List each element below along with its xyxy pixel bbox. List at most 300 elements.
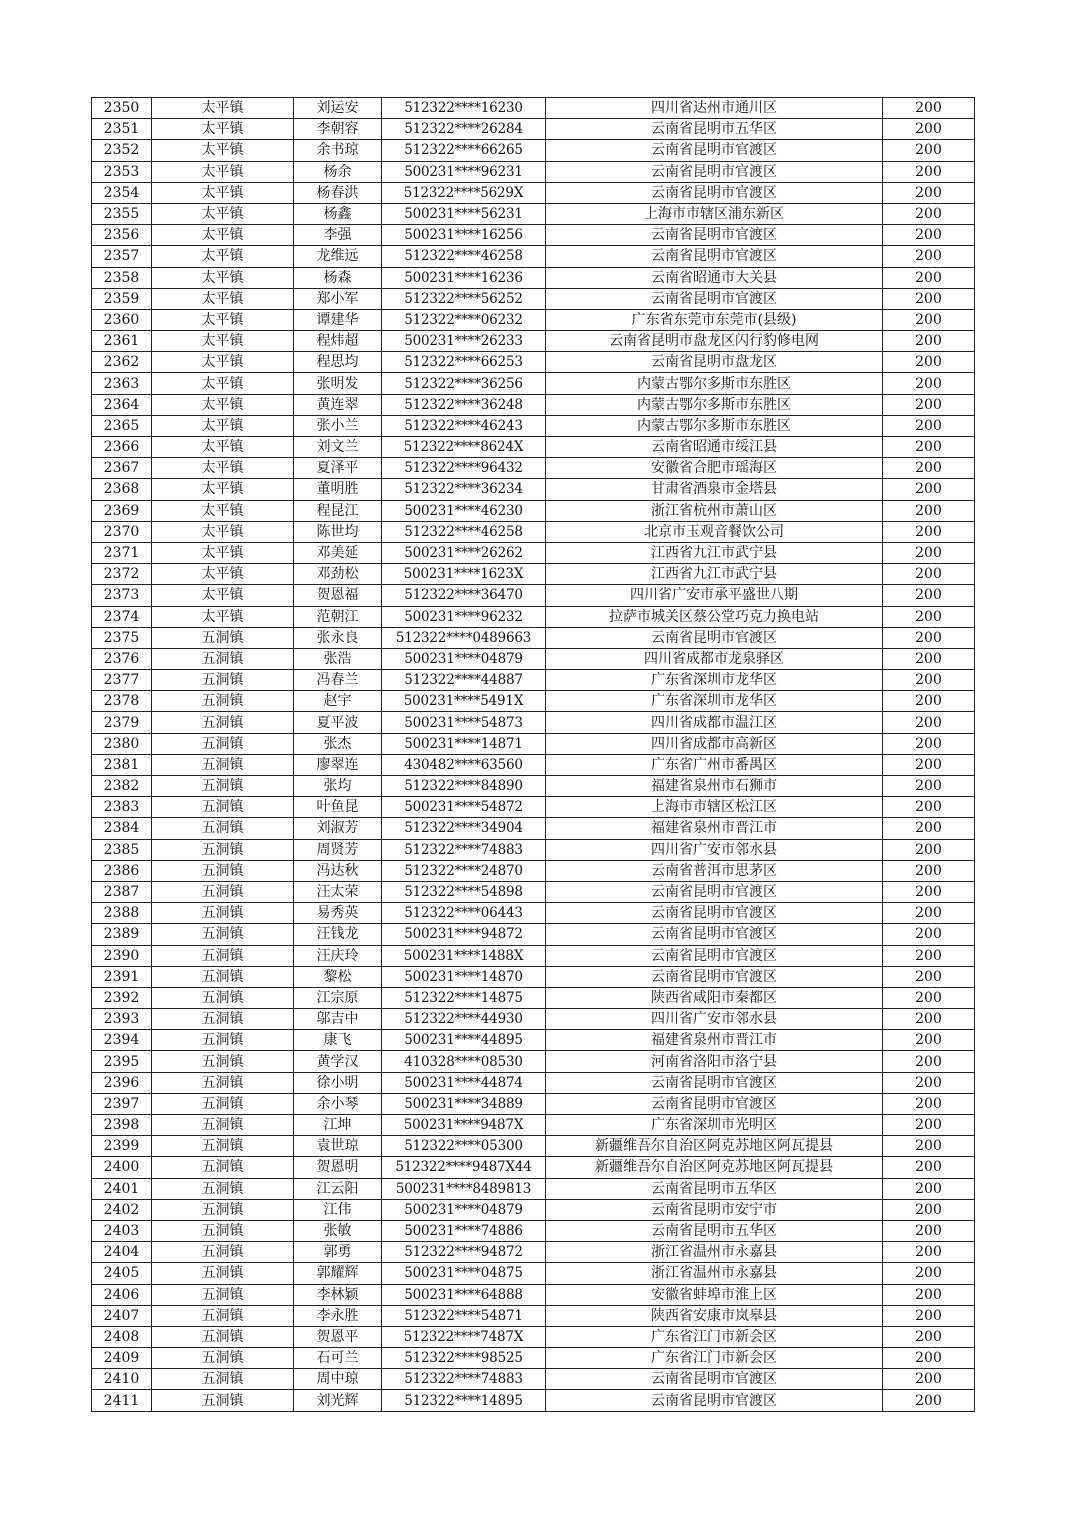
name-cell: 杨森 <box>294 267 382 288</box>
table-row <box>92 373 975 394</box>
row-number-cell: 2403 <box>92 1220 152 1241</box>
id-number-cell: 500231****54872 <box>382 797 546 818</box>
name-cell: 余书琼 <box>294 140 382 161</box>
table-row <box>92 1263 975 1284</box>
location-cell: 广东省江门市新会区 <box>546 1348 883 1369</box>
town-cell: 五洞镇 <box>152 627 294 648</box>
location-cell: 江西省九江市武宁县 <box>546 564 883 585</box>
town-cell: 太平镇 <box>152 373 294 394</box>
name-cell: 陈世均 <box>294 521 382 542</box>
town-cell: 五洞镇 <box>152 1072 294 1093</box>
location-cell: 云南省昆明市官渡区 <box>546 1390 883 1411</box>
amount-cell: 200 <box>883 987 975 1008</box>
town-cell: 太平镇 <box>152 542 294 563</box>
amount-cell: 200 <box>883 881 975 902</box>
amount-cell: 200 <box>883 945 975 966</box>
id-number-cell: 512322****98525 <box>382 1348 546 1369</box>
location-cell: 广东省深圳市龙华区 <box>546 691 883 712</box>
town-cell: 太平镇 <box>152 140 294 161</box>
town-cell: 太平镇 <box>152 415 294 436</box>
row-number-cell: 2401 <box>92 1178 152 1199</box>
table-row <box>92 987 975 1008</box>
table-row <box>92 1242 975 1263</box>
row-number-cell: 2373 <box>92 585 152 606</box>
id-number-cell: 512322****26284 <box>382 119 546 140</box>
name-cell: 廖翠连 <box>294 754 382 775</box>
table-row <box>92 733 975 754</box>
row-number-cell: 2352 <box>92 140 152 161</box>
town-cell: 太平镇 <box>152 225 294 246</box>
table-row <box>92 119 975 140</box>
location-cell: 四川省成都市高新区 <box>546 733 883 754</box>
table-row <box>92 1305 975 1326</box>
table-row <box>92 648 975 669</box>
name-cell: 谭建华 <box>294 309 382 330</box>
name-cell: 黎松 <box>294 966 382 987</box>
name-cell: 刘运安 <box>294 98 382 119</box>
id-number-cell: 430482****63560 <box>382 754 546 775</box>
row-number-cell: 2390 <box>92 945 152 966</box>
location-cell: 四川省广安市邻水县 <box>546 839 883 860</box>
town-cell: 五洞镇 <box>152 1178 294 1199</box>
name-cell: 夏平波 <box>294 712 382 733</box>
location-cell: 云南省昆明市官渡区 <box>546 140 883 161</box>
amount-cell: 200 <box>883 1030 975 1051</box>
id-number-cell: 500231****8489813 <box>382 1178 546 1199</box>
location-cell: 云南省昆明市安宁市 <box>546 1199 883 1220</box>
town-cell: 五洞镇 <box>152 1051 294 1072</box>
id-number-cell: 512322****34904 <box>382 818 546 839</box>
town-cell: 太平镇 <box>152 267 294 288</box>
amount-cell: 200 <box>883 691 975 712</box>
amount-cell: 200 <box>883 458 975 479</box>
row-number-cell: 2368 <box>92 479 152 500</box>
town-cell: 太平镇 <box>152 606 294 627</box>
id-number-cell: 512322****54871 <box>382 1305 546 1326</box>
amount-cell: 200 <box>883 352 975 373</box>
id-number-cell: 512322****94872 <box>382 1242 546 1263</box>
id-number-cell: 512322****46258 <box>382 246 546 267</box>
amount-cell: 200 <box>883 606 975 627</box>
location-cell: 云南省昆明市官渡区 <box>546 627 883 648</box>
id-number-cell: 512322****44930 <box>382 1009 546 1030</box>
location-cell: 云南省昆明市盘龙区 <box>546 352 883 373</box>
location-cell: 四川省广安市邻水县 <box>546 1009 883 1030</box>
name-cell: 李林颖 <box>294 1284 382 1305</box>
row-number-cell: 2394 <box>92 1030 152 1051</box>
table-row <box>92 161 975 182</box>
name-cell: 郑小军 <box>294 288 382 309</box>
table-row <box>92 606 975 627</box>
id-number-cell: 512322****36234 <box>382 479 546 500</box>
name-cell: 江伟 <box>294 1199 382 1220</box>
row-number-cell: 2362 <box>92 352 152 373</box>
location-cell: 浙江省温州市永嘉县 <box>546 1242 883 1263</box>
table-row <box>92 564 975 585</box>
amount-cell: 200 <box>883 331 975 352</box>
town-cell: 五洞镇 <box>152 945 294 966</box>
location-cell: 广东省深圳市光明区 <box>546 1115 883 1136</box>
table-row <box>92 331 975 352</box>
location-cell: 广东省东莞市东莞市(县级) <box>546 309 883 330</box>
id-number-cell: 512322****74883 <box>382 1369 546 1390</box>
row-number-cell: 2364 <box>92 394 152 415</box>
town-cell: 五洞镇 <box>152 1305 294 1326</box>
name-cell: 张永良 <box>294 627 382 648</box>
amount-cell: 200 <box>883 1157 975 1178</box>
town-cell: 太平镇 <box>152 564 294 585</box>
location-cell: 云南省普洱市思茅区 <box>546 860 883 881</box>
town-cell: 五洞镇 <box>152 839 294 860</box>
location-cell: 甘肃省酒泉市金塔县 <box>546 479 883 500</box>
town-cell: 太平镇 <box>152 182 294 203</box>
id-number-cell: 512322****0489663 <box>382 627 546 648</box>
town-cell: 太平镇 <box>152 119 294 140</box>
id-number-cell: 512322****8624X <box>382 437 546 458</box>
id-number-cell: 500231****64888 <box>382 1284 546 1305</box>
name-cell: 黄连翠 <box>294 394 382 415</box>
amount-cell: 200 <box>883 564 975 585</box>
table-row <box>92 288 975 309</box>
amount-cell: 200 <box>883 1390 975 1411</box>
name-cell: 刘光辉 <box>294 1390 382 1411</box>
name-cell: 贺恩明 <box>294 1157 382 1178</box>
name-cell: 冯春兰 <box>294 670 382 691</box>
town-cell: 五洞镇 <box>152 1326 294 1347</box>
location-cell: 四川省成都市温江区 <box>546 712 883 733</box>
name-cell: 刘淑芳 <box>294 818 382 839</box>
location-cell: 云南省昆明市官渡区 <box>546 903 883 924</box>
amount-cell: 200 <box>883 119 975 140</box>
row-number-cell: 2371 <box>92 542 152 563</box>
id-number-cell: 512322****74883 <box>382 839 546 860</box>
town-cell: 五洞镇 <box>152 1157 294 1178</box>
row-number-cell: 2393 <box>92 1009 152 1030</box>
location-cell: 云南省昭通市大关县 <box>546 267 883 288</box>
amount-cell: 200 <box>883 288 975 309</box>
town-cell: 五洞镇 <box>152 1390 294 1411</box>
row-number-cell: 2351 <box>92 119 152 140</box>
row-number-cell: 2379 <box>92 712 152 733</box>
town-cell: 五洞镇 <box>152 733 294 754</box>
table-row <box>92 542 975 563</box>
id-number-cell: 500231****04879 <box>382 648 546 669</box>
table-row <box>92 203 975 224</box>
name-cell: 张小兰 <box>294 415 382 436</box>
row-number-cell: 2399 <box>92 1136 152 1157</box>
amount-cell: 200 <box>883 1136 975 1157</box>
name-cell: 黄学汉 <box>294 1051 382 1072</box>
id-number-cell: 512322****66265 <box>382 140 546 161</box>
town-cell: 五洞镇 <box>152 754 294 775</box>
table-row <box>92 309 975 330</box>
name-cell: 周中琼 <box>294 1369 382 1390</box>
location-cell: 内蒙古鄂尔多斯市东胜区 <box>546 373 883 394</box>
location-cell: 云南省昆明市五华区 <box>546 1178 883 1199</box>
amount-cell: 200 <box>883 521 975 542</box>
town-cell: 太平镇 <box>152 458 294 479</box>
name-cell: 夏泽平 <box>294 458 382 479</box>
amount-cell: 200 <box>883 140 975 161</box>
row-number-cell: 2354 <box>92 182 152 203</box>
row-number-cell: 2363 <box>92 373 152 394</box>
amount-cell: 200 <box>883 1072 975 1093</box>
town-cell: 五洞镇 <box>152 1220 294 1241</box>
table-body <box>92 98 975 1412</box>
name-cell: 李强 <box>294 225 382 246</box>
name-cell: 袁世琼 <box>294 1136 382 1157</box>
row-number-cell: 2409 <box>92 1348 152 1369</box>
location-cell: 内蒙古鄂尔多斯市东胜区 <box>546 394 883 415</box>
row-number-cell: 2411 <box>92 1390 152 1411</box>
row-number-cell: 2355 <box>92 203 152 224</box>
location-cell: 江西省九江市武宁县 <box>546 542 883 563</box>
location-cell: 广东省江门市新会区 <box>546 1326 883 1347</box>
town-cell: 太平镇 <box>152 521 294 542</box>
row-number-cell: 2406 <box>92 1284 152 1305</box>
row-number-cell: 2374 <box>92 606 152 627</box>
location-cell: 云南省昆明市官渡区 <box>546 1369 883 1390</box>
table-row <box>92 182 975 203</box>
amount-cell: 200 <box>883 627 975 648</box>
name-cell: 张明发 <box>294 373 382 394</box>
id-number-cell: 500231****1623X <box>382 564 546 585</box>
town-cell: 五洞镇 <box>152 1369 294 1390</box>
name-cell: 刘文兰 <box>294 437 382 458</box>
table-row <box>92 712 975 733</box>
amount-cell: 200 <box>883 1093 975 1114</box>
row-number-cell: 2372 <box>92 564 152 585</box>
town-cell: 五洞镇 <box>152 860 294 881</box>
amount-cell: 200 <box>883 500 975 521</box>
table-row <box>92 924 975 945</box>
amount-cell: 200 <box>883 860 975 881</box>
id-number-cell: 500231****16236 <box>382 267 546 288</box>
name-cell: 周贤芳 <box>294 839 382 860</box>
location-cell: 云南省昆明市五华区 <box>546 119 883 140</box>
town-cell: 五洞镇 <box>152 670 294 691</box>
amount-cell: 200 <box>883 246 975 267</box>
row-number-cell: 2408 <box>92 1326 152 1347</box>
amount-cell: 200 <box>883 1369 975 1390</box>
name-cell: 易秀英 <box>294 903 382 924</box>
row-number-cell: 2405 <box>92 1263 152 1284</box>
id-number-cell: 512322****66253 <box>382 352 546 373</box>
table-row <box>92 246 975 267</box>
name-cell: 江坤 <box>294 1115 382 1136</box>
name-cell: 郭勇 <box>294 1242 382 1263</box>
name-cell: 杨余 <box>294 161 382 182</box>
town-cell: 五洞镇 <box>152 648 294 669</box>
amount-cell: 200 <box>883 776 975 797</box>
row-number-cell: 2392 <box>92 987 152 1008</box>
name-cell: 张敏 <box>294 1220 382 1241</box>
table-row <box>92 670 975 691</box>
row-number-cell: 2376 <box>92 648 152 669</box>
row-number-cell: 2395 <box>92 1051 152 1072</box>
id-number-cell: 500231****16256 <box>382 225 546 246</box>
name-cell: 余小琴 <box>294 1093 382 1114</box>
amount-cell: 200 <box>883 903 975 924</box>
row-number-cell: 2360 <box>92 309 152 330</box>
location-cell: 云南省昆明市官渡区 <box>546 1093 883 1114</box>
location-cell: 浙江省温州市永嘉县 <box>546 1263 883 1284</box>
row-number-cell: 2370 <box>92 521 152 542</box>
name-cell: 邓美延 <box>294 542 382 563</box>
table-row <box>92 691 975 712</box>
amount-cell: 200 <box>883 712 975 733</box>
location-cell: 陕西省咸阳市秦都区 <box>546 987 883 1008</box>
amount-cell: 200 <box>883 1284 975 1305</box>
amount-cell: 200 <box>883 267 975 288</box>
town-cell: 太平镇 <box>152 246 294 267</box>
table-row <box>92 1030 975 1051</box>
row-number-cell: 2383 <box>92 797 152 818</box>
id-number-cell: 500231****9487X <box>382 1115 546 1136</box>
id-number-cell: 512322****05300 <box>382 1136 546 1157</box>
table-row <box>92 1220 975 1241</box>
amount-cell: 200 <box>883 585 975 606</box>
table-row <box>92 818 975 839</box>
name-cell: 杨鑫 <box>294 203 382 224</box>
town-cell: 太平镇 <box>152 437 294 458</box>
table-row <box>92 1326 975 1347</box>
location-cell: 云南省昆明市官渡区 <box>546 161 883 182</box>
id-number-cell: 512322****36256 <box>382 373 546 394</box>
amount-cell: 200 <box>883 754 975 775</box>
name-cell: 郭耀辉 <box>294 1263 382 1284</box>
town-cell: 太平镇 <box>152 98 294 119</box>
id-number-cell: 500231****34889 <box>382 1093 546 1114</box>
id-number-cell: 500231****26262 <box>382 542 546 563</box>
amount-cell: 200 <box>883 309 975 330</box>
id-number-cell: 512322****36470 <box>382 585 546 606</box>
row-number-cell: 2388 <box>92 903 152 924</box>
location-cell: 云南省昆明市官渡区 <box>546 246 883 267</box>
table-row <box>92 1072 975 1093</box>
location-cell: 安徽省蚌埠市淮上区 <box>546 1284 883 1305</box>
table-row <box>92 140 975 161</box>
id-number-cell: 512322****9487X44 <box>382 1157 546 1178</box>
location-cell: 云南省昆明市官渡区 <box>546 966 883 987</box>
row-number-cell: 2385 <box>92 839 152 860</box>
table-row <box>92 797 975 818</box>
id-number-cell: 512322****06232 <box>382 309 546 330</box>
amount-cell: 200 <box>883 839 975 860</box>
town-cell: 五洞镇 <box>152 1115 294 1136</box>
amount-cell: 200 <box>883 733 975 754</box>
amount-cell: 200 <box>883 818 975 839</box>
id-number-cell: 500231****04875 <box>382 1263 546 1284</box>
location-cell: 云南省昆明市盘龙区闪行豹修电网 <box>546 331 883 352</box>
row-number-cell: 2386 <box>92 860 152 881</box>
name-cell: 汪钱龙 <box>294 924 382 945</box>
row-number-cell: 2402 <box>92 1199 152 1220</box>
id-number-cell: 512322****96432 <box>382 458 546 479</box>
row-number-cell: 2407 <box>92 1305 152 1326</box>
id-number-cell: 512322****5629X <box>382 182 546 203</box>
id-number-cell: 410328****08530 <box>382 1051 546 1072</box>
amount-cell: 200 <box>883 225 975 246</box>
town-cell: 五洞镇 <box>152 1030 294 1051</box>
town-cell: 五洞镇 <box>152 797 294 818</box>
amount-cell: 200 <box>883 1178 975 1199</box>
name-cell: 龙维远 <box>294 246 382 267</box>
location-cell: 新疆维吾尔自治区阿克苏地区阿瓦提县 <box>546 1157 883 1178</box>
amount-cell: 200 <box>883 1199 975 1220</box>
row-number-cell: 2404 <box>92 1242 152 1263</box>
location-cell: 河南省洛阳市洛宁县 <box>546 1051 883 1072</box>
row-number-cell: 2377 <box>92 670 152 691</box>
table-row <box>92 1199 975 1220</box>
town-cell: 太平镇 <box>152 352 294 373</box>
table-row <box>92 776 975 797</box>
row-number-cell: 2381 <box>92 754 152 775</box>
town-cell: 五洞镇 <box>152 1284 294 1305</box>
amount-cell: 200 <box>883 966 975 987</box>
id-number-cell: 500231****26233 <box>382 331 546 352</box>
amount-cell: 200 <box>883 98 975 119</box>
location-cell: 云南省昭通市绥江县 <box>546 437 883 458</box>
town-cell: 五洞镇 <box>152 987 294 1008</box>
table-row <box>92 415 975 436</box>
location-cell: 四川省广安市承平盛世八期 <box>546 585 883 606</box>
town-cell: 五洞镇 <box>152 1136 294 1157</box>
table-row <box>92 394 975 415</box>
name-cell: 张浩 <box>294 648 382 669</box>
town-cell: 太平镇 <box>152 161 294 182</box>
name-cell: 邬吉中 <box>294 1009 382 1030</box>
id-number-cell: 500231****46230 <box>382 500 546 521</box>
location-cell: 福建省泉州市晋江市 <box>546 1030 883 1051</box>
name-cell: 贺恩福 <box>294 585 382 606</box>
table-row <box>92 754 975 775</box>
name-cell: 李朝容 <box>294 119 382 140</box>
id-number-cell: 500231****5491X <box>382 691 546 712</box>
amount-cell: 200 <box>883 1305 975 1326</box>
location-cell: 云南省昆明市官渡区 <box>546 288 883 309</box>
location-cell: 安徽省合肥市瑶海区 <box>546 458 883 479</box>
id-number-cell: 500231****04879 <box>382 1199 546 1220</box>
amount-cell: 200 <box>883 1263 975 1284</box>
town-cell: 五洞镇 <box>152 1348 294 1369</box>
table-row <box>92 881 975 902</box>
town-cell: 太平镇 <box>152 331 294 352</box>
row-number-cell: 2387 <box>92 881 152 902</box>
town-cell: 五洞镇 <box>152 1263 294 1284</box>
row-number-cell: 2359 <box>92 288 152 309</box>
name-cell: 江宗原 <box>294 987 382 1008</box>
table-row <box>92 1369 975 1390</box>
amount-cell: 200 <box>883 1220 975 1241</box>
name-cell: 赵宇 <box>294 691 382 712</box>
name-cell: 贺恩平 <box>294 1326 382 1347</box>
town-cell: 五洞镇 <box>152 776 294 797</box>
row-number-cell: 2396 <box>92 1072 152 1093</box>
location-cell: 福建省泉州市晋江市 <box>546 818 883 839</box>
amount-cell: 200 <box>883 542 975 563</box>
row-number-cell: 2389 <box>92 924 152 945</box>
town-cell: 五洞镇 <box>152 712 294 733</box>
row-number-cell: 2358 <box>92 267 152 288</box>
name-cell: 董明胜 <box>294 479 382 500</box>
name-cell: 邓劲松 <box>294 564 382 585</box>
amount-cell: 200 <box>883 1115 975 1136</box>
table-row <box>92 1051 975 1072</box>
id-number-cell: 500231****96232 <box>382 606 546 627</box>
table-row <box>92 352 975 373</box>
amount-cell: 200 <box>883 182 975 203</box>
